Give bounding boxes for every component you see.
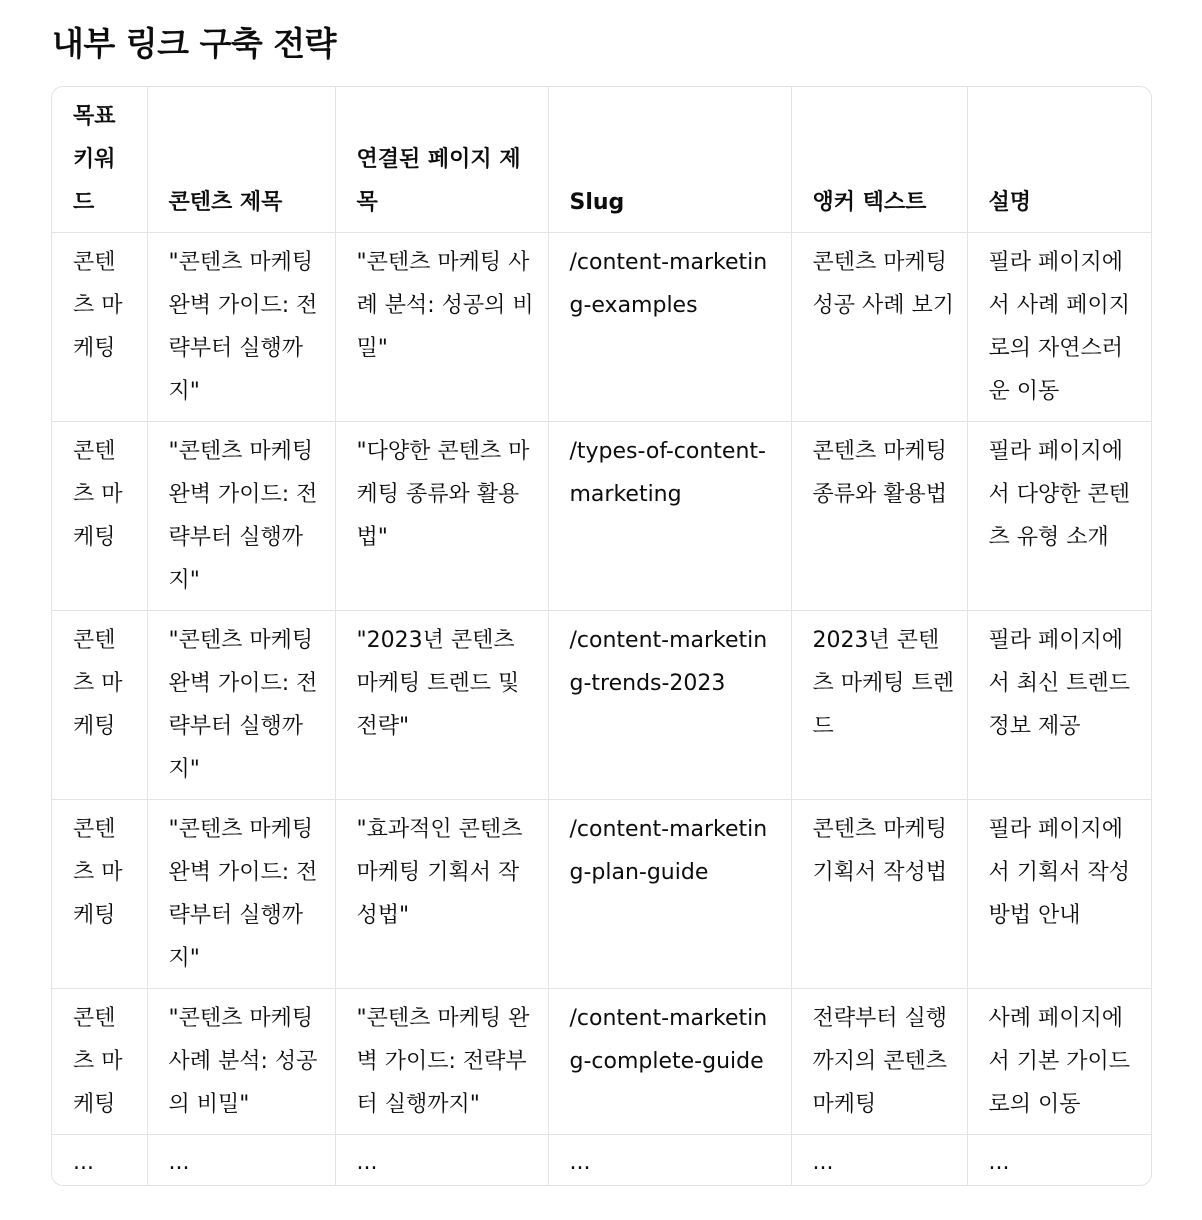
cell-slug: /content-marketing-examples — [548, 233, 791, 422]
table-row — [52, 800, 1152, 989]
header-slug: Slug — [548, 87, 791, 233]
cell-description: 필라 페이지에서 사례 페이지로의 자연스러운 이동 — [967, 233, 1152, 422]
cell-anchor-text: 콘텐츠 마케팅 성공 사례 보기 — [791, 233, 967, 422]
cell-content-title: "콘텐츠 마케팅 사례 분석: 성공의 비밀" — [147, 989, 335, 1135]
cell-linked-page-title: "효과적인 콘텐츠 마케팅 기획서 작성법" — [335, 800, 548, 989]
table-row — [52, 422, 1152, 611]
table-row-ellipsis — [52, 1135, 1152, 1187]
header-linked-page-title: 연결된 페이지 제목 — [335, 87, 548, 233]
internal-link-table — [51, 86, 1152, 1186]
cell-ellipsis: ... — [791, 1135, 967, 1187]
cell-description: 필라 페이지에서 기획서 작성 방법 안내 — [967, 800, 1152, 989]
table-row — [52, 233, 1152, 422]
cell-slug: /content-marketing-complete-guide — [548, 989, 791, 1135]
cell-ellipsis: ... — [147, 1135, 335, 1187]
cell-ellipsis: ... — [335, 1135, 548, 1187]
cell-content-title: "콘텐츠 마케팅 완벽 가이드: 전략부터 실행까지" — [147, 422, 335, 611]
cell-content-title: "콘텐츠 마케팅 완벽 가이드: 전략부터 실행까지" — [147, 800, 335, 989]
cell-anchor-text: 콘텐츠 마케팅 종류와 활용법 — [791, 422, 967, 611]
table-header-row — [52, 87, 1152, 233]
cell-content-title: "콘텐츠 마케팅 완벽 가이드: 전략부터 실행까지" — [147, 611, 335, 800]
cell-anchor-text: 전략부터 실행까지의 콘텐츠 마케팅 — [791, 989, 967, 1135]
header-anchor-text: 앵커 텍스트 — [791, 87, 967, 233]
cell-description: 필라 페이지에서 최신 트렌드 정보 제공 — [967, 611, 1152, 800]
cell-anchor-text: 콘텐츠 마케팅 기획서 작성법 — [791, 800, 967, 989]
cell-target-keyword: 콘텐츠 마케팅 — [52, 422, 147, 611]
cell-linked-page-title: "콘텐츠 마케팅 완벽 가이드: 전략부터 실행까지" — [335, 989, 548, 1135]
header-description: 설명 — [967, 87, 1152, 233]
table-row — [52, 611, 1152, 800]
page-title: 내부 링크 구축 전략 — [52, 24, 336, 63]
header-target-keyword: 목표 키워드 — [52, 87, 147, 233]
cell-description: 사례 페이지에서 기본 가이드로의 이동 — [967, 989, 1152, 1135]
cell-linked-page-title: "2023년 콘텐츠 마케팅 트렌드 및 전략" — [335, 611, 548, 800]
cell-target-keyword: 콘텐츠 마케팅 — [52, 233, 147, 422]
cell-target-keyword: 콘텐츠 마케팅 — [52, 989, 147, 1135]
cell-description: 필라 페이지에서 다양한 콘텐츠 유형 소개 — [967, 422, 1152, 611]
header-content-title: 콘텐츠 제목 — [147, 87, 335, 233]
cell-ellipsis: ... — [988, 1150, 1010, 1175]
cell-ellipsis: ... — [52, 1135, 147, 1187]
cell-target-keyword: 콘텐츠 마케팅 — [52, 800, 147, 989]
cell-linked-page-title: "다양한 콘텐츠 마케팅 종류와 활용법" — [335, 422, 548, 611]
cell-slug: /content-marketing-plan-guide — [548, 800, 791, 989]
cell-target-keyword: 콘텐츠 마케팅 — [52, 611, 147, 800]
cell-slug: /content-marketing-trends-2023 — [548, 611, 791, 800]
table-row — [52, 989, 1152, 1135]
cell-anchor-text: 2023년 콘텐츠 마케팅 트렌드 — [791, 611, 967, 800]
cell-content-title: "콘텐츠 마케팅 완벽 가이드: 전략부터 실행까지" — [147, 233, 335, 422]
cell-linked-page-title: "콘텐츠 마케팅 사례 분석: 성공의 비밀" — [335, 233, 548, 422]
cell-ellipsis: ... — [548, 1135, 791, 1187]
cell-slug: /types-of-content-marketing — [548, 422, 791, 611]
